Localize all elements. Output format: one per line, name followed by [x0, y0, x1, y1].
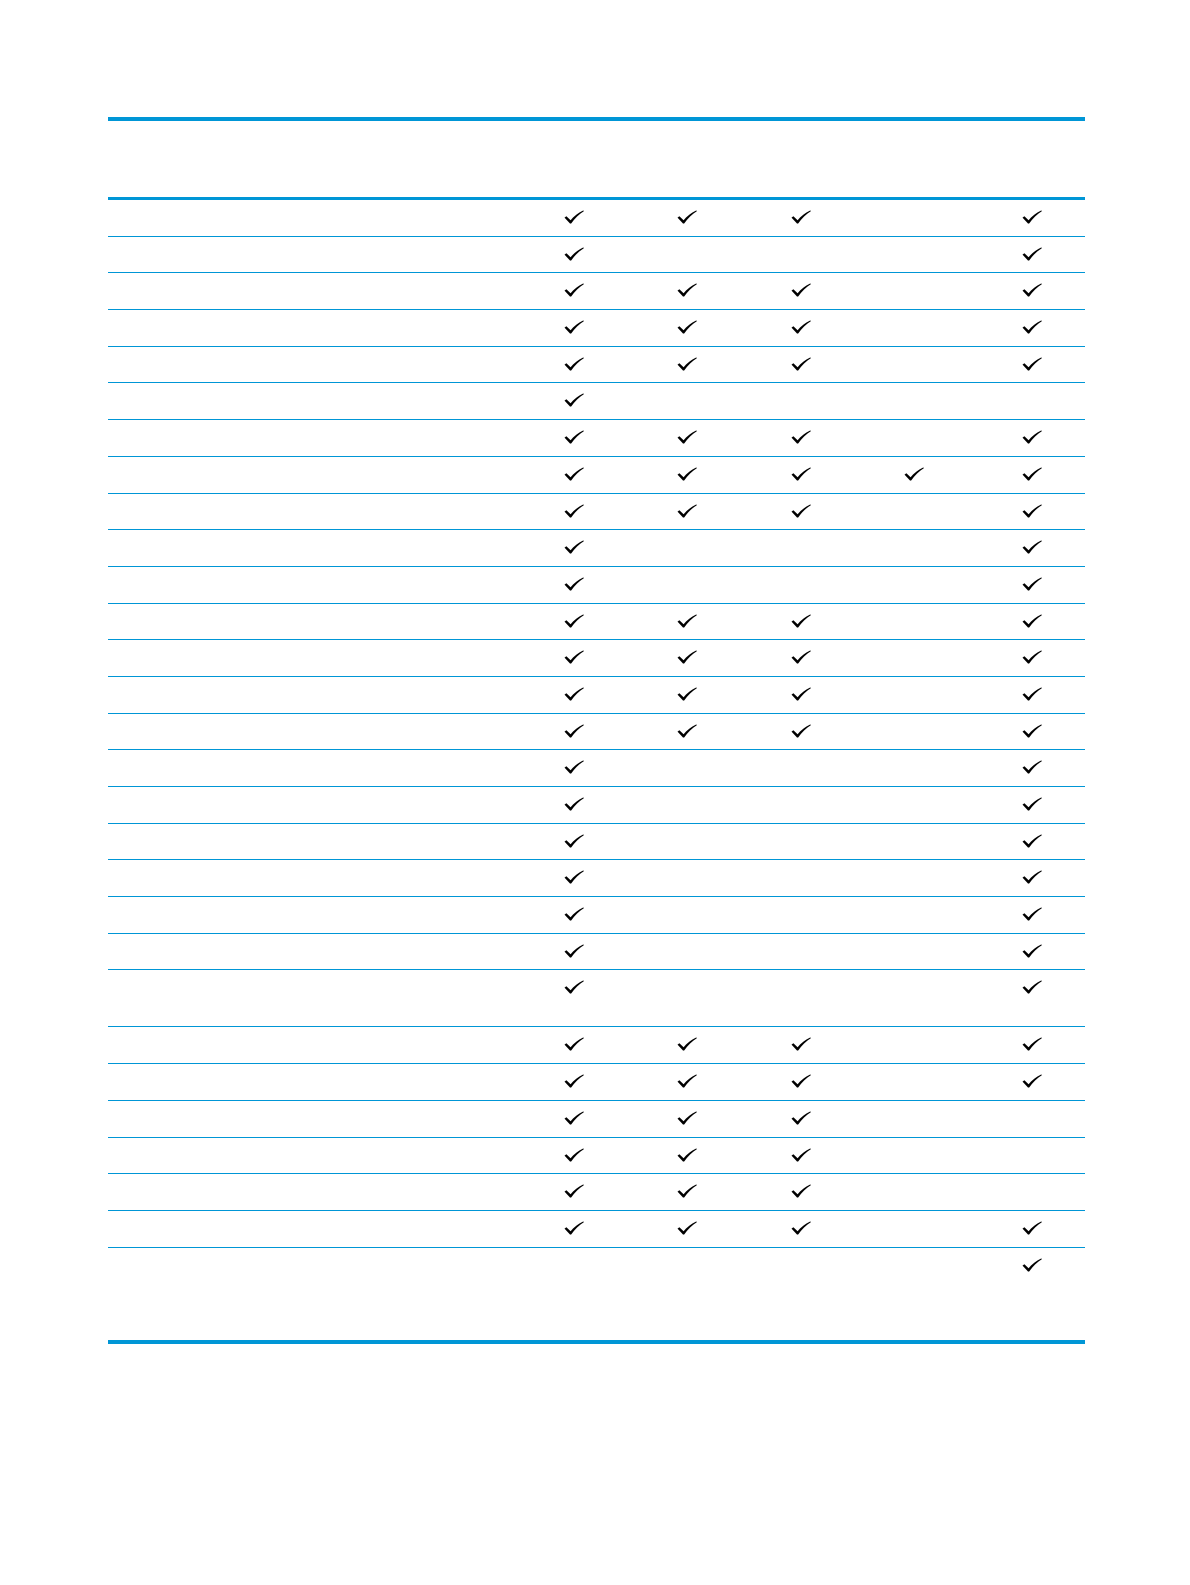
check-icon — [564, 283, 584, 297]
check-icon — [791, 1184, 811, 1198]
table-row — [108, 383, 1085, 420]
table-cell — [560, 1071, 588, 1093]
table-row — [108, 860, 1085, 897]
table-row — [108, 347, 1085, 384]
table-cell — [560, 317, 588, 339]
check-icon — [564, 834, 584, 848]
check-icon — [791, 650, 811, 664]
table-cell — [787, 354, 815, 376]
check-icon — [564, 760, 584, 774]
check-icon — [564, 430, 584, 444]
check-icon — [564, 540, 584, 554]
check-icon — [1022, 687, 1042, 701]
check-icon — [564, 650, 584, 664]
table-cell — [900, 464, 928, 486]
check-icon — [1022, 907, 1042, 921]
table-cell — [673, 464, 701, 486]
table-cell — [900, 904, 928, 926]
check-icon — [1022, 467, 1042, 481]
table-cell — [900, 647, 928, 669]
table-row — [108, 1211, 1085, 1248]
check-icon — [564, 1148, 584, 1162]
table-cell — [673, 207, 701, 229]
table-cell — [560, 354, 588, 376]
table-row — [108, 714, 1085, 751]
check-icon — [564, 320, 584, 334]
table-cell — [787, 317, 815, 339]
check-icon — [1022, 247, 1042, 261]
table-cell — [787, 831, 815, 853]
check-icon — [564, 504, 584, 518]
feature-table — [108, 117, 1085, 1344]
table-cell — [673, 757, 701, 779]
table-cell — [787, 757, 815, 779]
table-row — [108, 420, 1085, 457]
table-row — [108, 237, 1085, 274]
table-row — [108, 310, 1085, 347]
table-cell — [560, 647, 588, 669]
table-cell — [673, 244, 701, 266]
table-row — [108, 457, 1085, 494]
check-icon — [677, 687, 697, 701]
table-row — [108, 200, 1085, 237]
check-icon — [564, 797, 584, 811]
check-icon — [1022, 614, 1042, 628]
table-cell — [787, 867, 815, 889]
table-row — [108, 970, 1085, 1027]
check-icon — [1022, 210, 1042, 224]
table-cell — [560, 904, 588, 926]
table-cell — [673, 867, 701, 889]
table-cell — [560, 1108, 588, 1130]
table-cell — [787, 207, 815, 229]
table-cell — [560, 867, 588, 889]
table-body — [108, 200, 1085, 1344]
table-cell — [560, 464, 588, 486]
check-icon — [677, 504, 697, 518]
table-cell — [673, 1071, 701, 1093]
table-cell — [560, 280, 588, 302]
check-icon — [791, 1074, 811, 1088]
table-cell — [560, 1181, 588, 1203]
check-icon — [791, 467, 811, 481]
table-row — [108, 1138, 1085, 1175]
table-cell — [900, 611, 928, 633]
table-cell — [787, 1071, 815, 1093]
check-icon — [564, 1111, 584, 1125]
table-cell — [1018, 647, 1046, 669]
table-cell — [673, 390, 701, 412]
check-icon — [1022, 283, 1042, 297]
table-row — [108, 640, 1085, 677]
check-icon — [677, 724, 697, 738]
table-cell — [900, 501, 928, 523]
table-row — [108, 824, 1085, 861]
table-cell — [900, 354, 928, 376]
check-icon — [1022, 944, 1042, 958]
table-cell — [787, 574, 815, 596]
page-footer-artifact — [0, 1577, 1190, 1585]
table-cell — [560, 390, 588, 412]
table-cell — [1018, 354, 1046, 376]
table-cell — [560, 207, 588, 229]
check-icon — [564, 357, 584, 371]
table-cell — [1018, 904, 1046, 926]
table-cell — [560, 611, 588, 633]
check-icon — [564, 247, 584, 261]
table-cell — [900, 317, 928, 339]
table-cell — [787, 501, 815, 523]
check-icon — [1022, 980, 1042, 994]
check-icon — [1022, 320, 1042, 334]
table-cell — [900, 684, 928, 706]
table-cell — [673, 1181, 701, 1203]
table-cell — [1018, 977, 1046, 999]
table-cell — [787, 1108, 815, 1130]
check-icon — [1022, 834, 1042, 848]
table-cell — [560, 721, 588, 743]
table-cell — [900, 1034, 928, 1056]
table-cell — [1018, 721, 1046, 743]
table-cell — [787, 1218, 815, 1240]
table-row — [108, 604, 1085, 641]
check-icon — [1022, 760, 1042, 774]
table-cell — [900, 1145, 928, 1167]
table-cell — [1018, 1108, 1046, 1130]
table-cell — [560, 501, 588, 523]
table-cell — [673, 501, 701, 523]
table-cell — [673, 647, 701, 669]
table-cell — [787, 647, 815, 669]
table-cell — [787, 390, 815, 412]
check-icon — [677, 1074, 697, 1088]
table-cell — [673, 1218, 701, 1240]
table-cell — [1018, 757, 1046, 779]
table-cell — [900, 757, 928, 779]
check-icon — [1022, 650, 1042, 664]
check-icon — [677, 1148, 697, 1162]
table-cell — [787, 1181, 815, 1203]
check-icon — [1022, 540, 1042, 554]
table-cell — [673, 611, 701, 633]
check-icon — [564, 980, 584, 994]
check-icon — [1022, 870, 1042, 884]
check-icon — [791, 1148, 811, 1162]
check-icon — [564, 393, 584, 407]
table-cell — [900, 427, 928, 449]
table-cell — [900, 390, 928, 412]
table-header-row — [108, 121, 1085, 200]
table-cell — [900, 574, 928, 596]
table-row — [108, 787, 1085, 824]
table-cell — [787, 1034, 815, 1056]
table-row — [108, 1174, 1085, 1211]
table-cell — [787, 941, 815, 963]
check-icon — [1022, 504, 1042, 518]
table-cell — [900, 1218, 928, 1240]
table-cell — [787, 1145, 815, 1167]
check-icon — [791, 320, 811, 334]
table-row — [108, 1064, 1085, 1101]
table-cell — [560, 537, 588, 559]
table-cell — [560, 244, 588, 266]
check-icon — [677, 1111, 697, 1125]
check-icon — [677, 614, 697, 628]
table-cell — [673, 721, 701, 743]
check-icon — [564, 944, 584, 958]
table-cell — [900, 831, 928, 853]
check-icon — [1022, 797, 1042, 811]
table-cell — [900, 244, 928, 266]
table-cell — [787, 280, 815, 302]
check-icon — [1022, 357, 1042, 371]
check-icon — [564, 1184, 584, 1198]
table-cell — [900, 1108, 928, 1130]
check-icon — [1022, 1037, 1042, 1051]
table-cell — [673, 941, 701, 963]
table-row — [108, 934, 1085, 971]
check-icon — [1022, 724, 1042, 738]
check-icon — [791, 1111, 811, 1125]
table-cell — [1018, 280, 1046, 302]
table-cell — [1018, 1071, 1046, 1093]
table-cell — [787, 244, 815, 266]
check-icon — [564, 614, 584, 628]
table-cell — [1018, 1218, 1046, 1240]
check-icon — [791, 430, 811, 444]
check-icon — [564, 210, 584, 224]
table-cell — [673, 354, 701, 376]
table-cell — [900, 794, 928, 816]
table-cell — [1018, 611, 1046, 633]
table-row — [108, 677, 1085, 714]
table-cell — [673, 280, 701, 302]
table-cell — [787, 427, 815, 449]
table-cell — [673, 831, 701, 853]
table-cell — [673, 1255, 701, 1277]
table-cell — [560, 757, 588, 779]
check-icon — [564, 724, 584, 738]
table-cell — [1018, 317, 1046, 339]
check-icon — [677, 357, 697, 371]
check-icon — [564, 1074, 584, 1088]
table-cell — [560, 1034, 588, 1056]
check-icon — [564, 1221, 584, 1235]
table-cell — [787, 1255, 815, 1277]
table-cell — [1018, 684, 1046, 706]
check-icon — [677, 1037, 697, 1051]
check-icon — [677, 210, 697, 224]
table-cell — [787, 904, 815, 926]
table-cell — [787, 794, 815, 816]
check-icon — [791, 614, 811, 628]
table-cell — [673, 427, 701, 449]
table-cell — [900, 1181, 928, 1203]
table-cell — [560, 831, 588, 853]
table-cell — [673, 317, 701, 339]
table-row — [108, 750, 1085, 787]
table-cell — [673, 794, 701, 816]
check-icon — [791, 504, 811, 518]
table-cell — [560, 574, 588, 596]
table-cell — [673, 537, 701, 559]
table-cell — [1018, 867, 1046, 889]
table-cell — [900, 207, 928, 229]
check-icon — [564, 577, 584, 591]
table-cell — [787, 977, 815, 999]
check-icon — [564, 870, 584, 884]
table-cell — [673, 574, 701, 596]
check-icon — [564, 467, 584, 481]
check-icon — [677, 320, 697, 334]
table-cell — [1018, 941, 1046, 963]
check-icon — [677, 1184, 697, 1198]
table-cell — [900, 941, 928, 963]
table-cell — [673, 1108, 701, 1130]
table-cell — [900, 867, 928, 889]
table-cell — [1018, 794, 1046, 816]
table-cell — [900, 280, 928, 302]
table-cell — [787, 537, 815, 559]
table-cell — [1018, 1255, 1046, 1277]
check-icon — [564, 1037, 584, 1051]
table-cell — [1018, 501, 1046, 523]
table-cell — [560, 427, 588, 449]
table-row — [108, 1248, 1085, 1344]
table-cell — [1018, 427, 1046, 449]
table-cell — [560, 684, 588, 706]
table-cell — [1018, 1181, 1046, 1203]
table-cell — [560, 977, 588, 999]
check-icon — [677, 650, 697, 664]
check-icon — [1022, 1074, 1042, 1088]
table-cell — [673, 1145, 701, 1167]
table-cell — [1018, 831, 1046, 853]
table-cell — [560, 1218, 588, 1240]
table-cell — [1018, 537, 1046, 559]
table-cell — [1018, 1145, 1046, 1167]
table-cell — [560, 941, 588, 963]
check-icon — [1022, 1258, 1042, 1272]
table-cell — [673, 684, 701, 706]
check-icon — [677, 430, 697, 444]
check-icon — [791, 357, 811, 371]
check-icon — [1022, 577, 1042, 591]
check-icon — [791, 1221, 811, 1235]
table-row — [108, 1101, 1085, 1138]
table-cell — [900, 537, 928, 559]
table-cell — [787, 611, 815, 633]
table-cell — [1018, 244, 1046, 266]
table-cell — [900, 1255, 928, 1277]
table-cell — [673, 1034, 701, 1056]
table-cell — [787, 721, 815, 743]
check-icon — [791, 724, 811, 738]
table-cell — [1018, 574, 1046, 596]
check-icon — [677, 467, 697, 481]
table-cell — [900, 1071, 928, 1093]
table-cell — [673, 904, 701, 926]
table-cell — [560, 1145, 588, 1167]
table-cell — [1018, 207, 1046, 229]
table-row — [108, 897, 1085, 934]
table-cell — [900, 977, 928, 999]
table-row — [108, 273, 1085, 310]
table-cell — [787, 464, 815, 486]
table-row — [108, 494, 1085, 531]
check-icon — [791, 283, 811, 297]
table-cell — [1018, 390, 1046, 412]
check-icon — [1022, 430, 1042, 444]
check-icon — [791, 210, 811, 224]
table-cell — [560, 1255, 588, 1277]
check-icon — [564, 687, 584, 701]
table-cell — [1018, 1034, 1046, 1056]
check-icon — [791, 1037, 811, 1051]
check-icon — [677, 283, 697, 297]
table-cell — [673, 977, 701, 999]
table-row — [108, 1027, 1085, 1064]
check-icon — [791, 687, 811, 701]
check-icon — [564, 907, 584, 921]
table-cell — [1018, 464, 1046, 486]
table-cell — [787, 684, 815, 706]
table-row — [108, 567, 1085, 604]
check-icon — [677, 1221, 697, 1235]
table-cell — [560, 794, 588, 816]
table-cell — [900, 721, 928, 743]
check-icon — [1022, 1221, 1042, 1235]
table-row — [108, 530, 1085, 567]
check-icon — [904, 467, 924, 481]
